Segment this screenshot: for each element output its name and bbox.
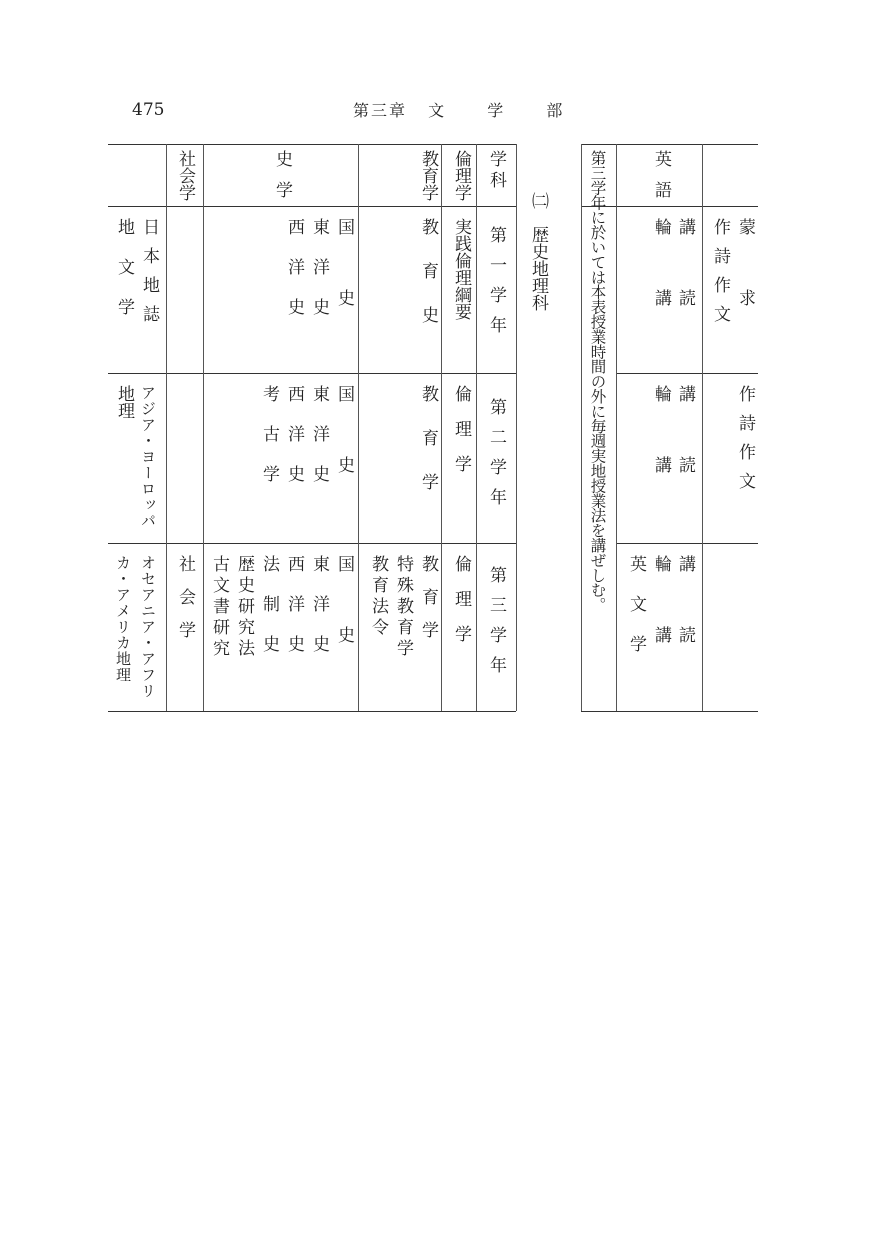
ethics-year-3: 倫理学 bbox=[451, 555, 471, 660]
year-divider-1 bbox=[108, 373, 516, 374]
section-title: ㈡ 歴史地理科 bbox=[528, 192, 548, 311]
row-label-history: 史学 bbox=[272, 150, 292, 212]
geography-year-3-a: オセアニア・アフリ bbox=[139, 555, 157, 699]
continued-top-rule bbox=[581, 144, 758, 145]
column-rule bbox=[441, 144, 442, 711]
chinese-year-1-b: 作詩作文 bbox=[710, 218, 730, 334]
row-label-sociology: 社会学 bbox=[175, 150, 195, 201]
history-year-2-a: 国史 bbox=[334, 385, 354, 527]
header-rule bbox=[108, 206, 516, 207]
header-year-2: 第二学年 bbox=[486, 398, 506, 518]
continued-divider-2 bbox=[616, 543, 758, 544]
history-year-1-a: 国史 bbox=[334, 218, 354, 360]
column-rule bbox=[476, 144, 477, 711]
english-year-3-b: 輪講 bbox=[651, 555, 671, 697]
practice-teaching-note: 第三学年に於いては本表授業時間の外に毎週実地授業法を講ぜしむ。 bbox=[588, 150, 607, 612]
column-rule bbox=[166, 144, 167, 711]
history-year-3-e: 歴史研究法 bbox=[234, 555, 254, 660]
running-head-chapter: 第三章 bbox=[353, 101, 408, 120]
english-year-2-b: 輪講 bbox=[651, 385, 671, 527]
geography-year-2-b: 地理 bbox=[114, 385, 134, 419]
geography-year-1-a: 日本地誌 bbox=[139, 218, 159, 334]
running-head bbox=[353, 98, 564, 121]
continued-left-rule bbox=[581, 144, 582, 711]
education-year-3-c: 教育法令 bbox=[368, 555, 388, 639]
continued-bottom-rule bbox=[581, 711, 758, 712]
history-year-3-c: 西洋史 bbox=[284, 555, 304, 675]
history-year-1-c: 西洋史 bbox=[284, 218, 304, 338]
header-year-3: 第三学年 bbox=[486, 566, 506, 686]
continued-column-rule bbox=[702, 144, 703, 711]
geography-year-1-b: 地文学 bbox=[114, 218, 134, 338]
education-year-3-b: 特殊教育学 bbox=[393, 555, 413, 660]
geography-year-2-a: アジア・ヨーロッパ bbox=[139, 385, 157, 529]
history-year-1-b: 東洋史 bbox=[309, 218, 329, 338]
year-divider-2 bbox=[108, 543, 516, 544]
running-head-char-1: 文 bbox=[428, 101, 447, 120]
ethics-year-1: 実践倫理綱要 bbox=[451, 218, 471, 320]
history-year-2-b: 東洋史 bbox=[309, 385, 329, 505]
chinese-year-2: 作詩作文 bbox=[735, 385, 755, 501]
header-subject: 学科 bbox=[486, 150, 506, 192]
history-year-3-f: 古文書研究 bbox=[209, 555, 229, 660]
running-head-char-3: 部 bbox=[546, 101, 565, 120]
page-number: 475 bbox=[132, 100, 165, 120]
ethics-year-2: 倫理学 bbox=[451, 385, 471, 490]
table-bottom-rule bbox=[108, 711, 516, 712]
table-right-rule bbox=[516, 144, 517, 711]
english-year-2-a: 講読 bbox=[675, 385, 695, 527]
english-year-3-c: 英文学 bbox=[626, 555, 646, 675]
continued-divider-1 bbox=[616, 373, 758, 374]
row-label-education: 教育学 bbox=[418, 150, 438, 201]
running-head-char-2: 学 bbox=[487, 101, 506, 120]
english-year-3-a: 講読 bbox=[675, 555, 695, 697]
geography-year-3-b: カ・アメリカ地理 bbox=[114, 555, 132, 683]
row-label-ethics: 倫理学 bbox=[451, 150, 471, 201]
history-year-2-d: 考古学 bbox=[259, 385, 279, 505]
table-top-rule bbox=[108, 144, 516, 145]
english-year-1-b: 輪講 bbox=[651, 218, 671, 360]
education-year-2: 教育学 bbox=[418, 385, 438, 517]
history-year-3-a: 国史 bbox=[334, 555, 354, 697]
education-year-3-a: 教育学 bbox=[418, 555, 438, 654]
history-year-3-b: 東洋史 bbox=[309, 555, 329, 675]
column-rule bbox=[358, 144, 359, 711]
history-year-2-c: 西洋史 bbox=[284, 385, 304, 505]
history-year-3-d: 法制史 bbox=[259, 555, 279, 675]
header-year-1: 第一学年 bbox=[486, 226, 506, 346]
column-rule bbox=[203, 144, 204, 711]
sociology-year-3: 社会学 bbox=[175, 555, 195, 654]
continued-column-rule bbox=[616, 144, 617, 711]
education-year-1: 教育史 bbox=[418, 218, 438, 350]
english-year-1-a: 講読 bbox=[675, 218, 695, 360]
row-label-english: 英語 bbox=[651, 150, 671, 212]
chinese-year-1-a: 蒙求 bbox=[735, 218, 755, 360]
